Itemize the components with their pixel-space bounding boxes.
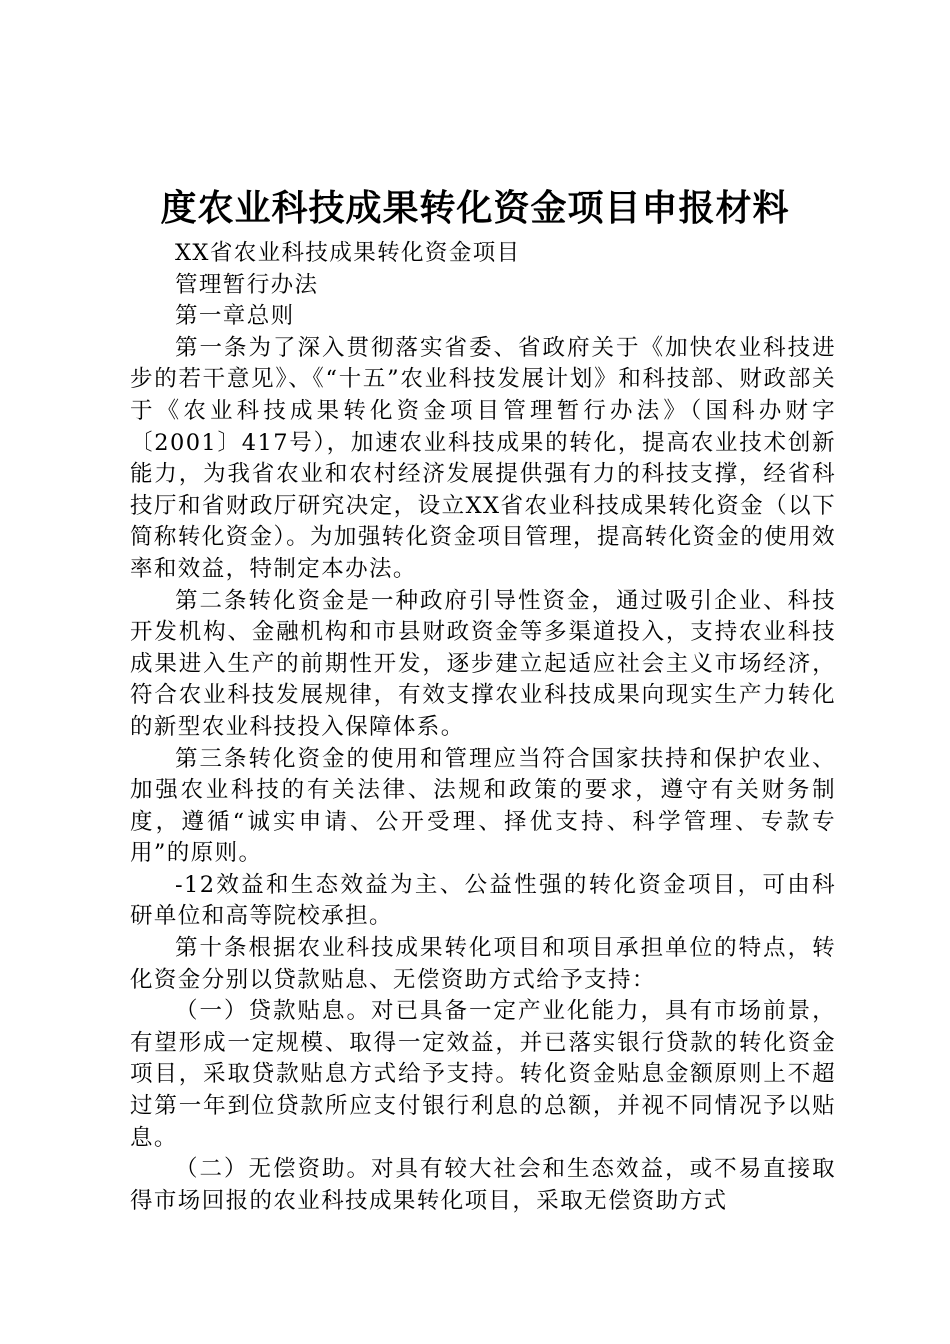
- paragraph-article-2: 第二条转化资金是一种政府引导性资金，通过吸引企业、科技开发机构、金融机构和市县财政资金等多渠道投入，支持农业科技成果进入生产的前期性开发，逐步建立起适应社会主义市场经济，符合农业科技发展规律，有效支撑农业科技成果向现实生产力转化的新型农业科技投入保障体系。: [130, 587, 836, 740]
- paragraph-article-10: 第十条根据农业科技成果转化项目和项目承担单位的特点，转化资金分别以贷款贴息、无偿资助方式给予支持：: [130, 935, 836, 993]
- paragraph-heading-province: XX省农业科技成果转化资金项目: [175, 240, 521, 266]
- paragraph-item-loan-subsidy: （一）贷款贴息。对已具备一定产业化能力，具有市场前景，有望形成一定规模、取得一定效益，并已落实银行贷款的转化资金项目，采取贷款贴息方式给予支持。转化资金贴息金额原则上不超过第一年到位贷款所应支付银行利息的总额，并视不同情况予以贴息。: [130, 998, 836, 1151]
- document-body: [130, 238, 836, 1217]
- paragraph-article-1: 第一条为了深入贯彻落实省委、省政府关于《加快农业科技进步的若干意见》、《“十五”农业科技发展计划》和科技部、财政部关于《农业科技成果转化资金项目管理暂行办法》（国科办财字〔2001〕417号），加速农业科技成果的转化，提高农业技术创新能力，为我省农业和农村经济发展提供强有力的科技支撑，经省科技厅和省财政厅研究决定，设立XX省农业科技成果转化资金（以下简称转化资金）。为加强转化资金项目管理，提高转化资金的使用效率和效益，特制定本办法。: [130, 334, 836, 582]
- paragraph-item-grant: （二）无偿资助。对具有较大社会和生态效益，或不易直接取得市场回报的农业科技成果转化项目，采取无偿资助方式: [130, 1156, 836, 1214]
- paragraph-chapter-heading: 第一章总则: [175, 303, 295, 330]
- paragraph-heading-measures: 管理暂行办法: [175, 271, 319, 298]
- paragraph-fragment: -12效益和生态效益为主、公益性强的转化资金项目，可由科研单位和高等院校承担。: [130, 871, 836, 930]
- paragraph-article-3: 第三条转化资金的使用和管理应当符合国家扶持和保护农业、加强农业科技的有关法律、法规和政策的要求，遵守有关财务制度，遵循“诚实申请、公开受理、择优支持、科学管理、专款专用”的原则。: [130, 745, 836, 867]
- document-title: 度农业科技成果转化资金项目申报材料: [160, 188, 790, 229]
